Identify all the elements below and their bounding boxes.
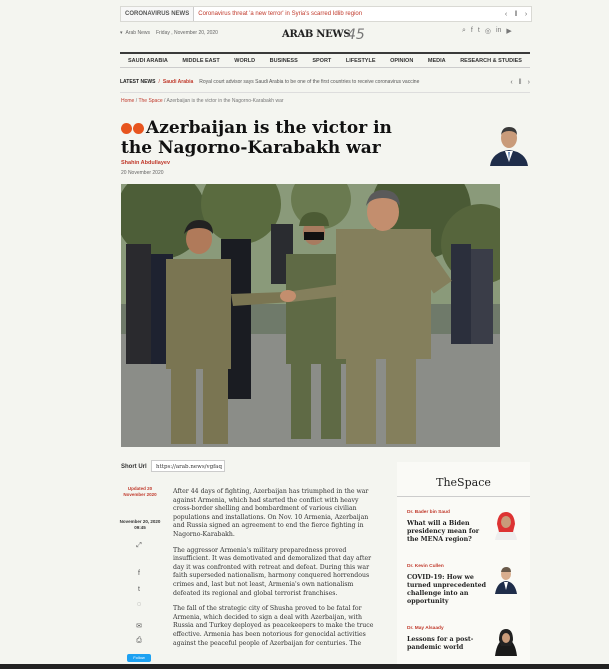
anniversary-logo: 45: [347, 27, 365, 43]
nav-item-media[interactable]: MEDIA: [427, 57, 446, 64]
latest-headline-link[interactable]: Royal court advisor says Saudi Arabia to be one of the first countries to receive coronavirus vaccine: [199, 79, 420, 85]
edition-selector[interactable]: Arab News: [125, 30, 150, 36]
article-paragraph: After 44 days of fighting, Azerbaijan has triumphed in the war against Armenia, which had started the conflict with heavy cross-border shelling and bombardment of various civilian populations and installations. On Nov. 10 Armenia, Azerbaijan and Russia signed an agreement to end the fierce fighting in Nagorno-Karabakh.: [173, 488, 369, 538]
article-body: [173, 488, 377, 655]
font-size-icon[interactable]: ⤢: [136, 542, 142, 549]
ticker-next-icon[interactable]: ›: [524, 10, 528, 18]
the-space-sidebar: [397, 462, 530, 669]
latest-news-bar: [120, 76, 530, 88]
author-avatar: [488, 122, 530, 166]
short-url-field[interactable]: https://arab.news/vgfaq: [151, 460, 225, 472]
linkedin-icon[interactable]: in: [495, 27, 502, 34]
ticker-headline-link[interactable]: Coronavirus threat 'a new terror' in Syria's scarred Idlib region: [198, 11, 363, 17]
edition-chevron-icon[interactable]: ▾: [120, 30, 123, 36]
breadcrumb: Home / The Space / Azerbaijan is the victor in the Nagorno-Karabakh war: [121, 98, 284, 104]
ticker-prev-icon[interactable]: ‹: [504, 10, 508, 18]
nav-item-world[interactable]: WORLD: [234, 57, 256, 64]
opinion-title[interactable]: What will a Biden presidency mean for the MENA region?: [407, 520, 480, 543]
opinion-dot-icon: [133, 123, 144, 134]
latest-next-icon[interactable]: ›: [527, 78, 530, 86]
updated-date: Updated 20 November 2020: [123, 486, 157, 497]
opinion-author[interactable]: Dr. Bader bin Saud: [407, 510, 450, 515]
breadcrumb-home[interactable]: Home: [121, 98, 135, 104]
article-paragraph: The fall of the strategic city of Shusha proved to be fatal for Armenia, which decided to sign a deal with Azerbaijan, with Russia and Turkey deployed as peacekeepers to make the truce effective. Armenia has been notorious for genocidal activities against the peaceful people of Azerbaijan for centuries. The: [173, 605, 374, 647]
youtube-icon[interactable]: ▶: [506, 28, 512, 35]
published-date: November 20, 2020 09:45: [119, 519, 161, 530]
opinion-author[interactable]: Dr. Kevin Cullen: [407, 564, 444, 569]
opinion-title[interactable]: Lessons for a post-pandemic world: [407, 636, 474, 651]
ticker-tag: CORONAVIRUS NEWS: [121, 7, 194, 21]
short-url-label: Short Url: [121, 464, 147, 470]
opinion-title[interactable]: COVID-19: How we turned unprecedented challenge into an opportunity: [407, 574, 487, 605]
nav-item-lifestyle[interactable]: LIFESTYLE: [345, 57, 376, 64]
twitter-follow-button[interactable]: Follow: [127, 654, 151, 662]
search-icon[interactable]: ⌕: [462, 27, 466, 34]
facebook-icon[interactable]: f: [470, 27, 473, 34]
twitter-icon[interactable]: t: [477, 27, 480, 34]
latest-prev-icon[interactable]: ‹: [510, 78, 513, 86]
nav-item-middle-east[interactable]: MIDDLE EAST: [182, 57, 220, 64]
breadcrumb-current: Azerbaijan is the victor in the Nagorno-Karabakh war: [166, 98, 284, 104]
opinion-item[interactable]: [407, 564, 527, 606]
latest-label: LATEST NEWS: [120, 79, 156, 85]
opinion-author-avatar: [493, 510, 519, 540]
slash-divider-icon: /: [158, 79, 160, 85]
window-taskbar: [0, 664, 609, 669]
divider: [397, 496, 530, 497]
latest-pause-icon[interactable]: ‖: [518, 78, 522, 86]
breadcrumb-section[interactable]: The Space: [138, 98, 163, 104]
ticker-pause-icon[interactable]: ‖: [514, 10, 518, 18]
facebook-share-icon[interactable]: f: [138, 570, 140, 577]
instagram-icon[interactable]: ◎: [484, 28, 491, 35]
article-date: 20 November 2020: [121, 170, 164, 176]
article-paragraph: The aggressor Armenia's military preparedness proved insufficient. It was demotivated and demoralized that day after day it was confronted with retreat and defeat. During this war faith superseded nationalism, harmony conquered horrendous crimes and, last but not least, Armenia's own nationalism defeated its regional and global terrorist franchises.: [173, 546, 372, 597]
nav-item-business[interactable]: BUSINESS: [269, 57, 298, 64]
article-author[interactable]: Shahin Abdullayev: [121, 160, 171, 166]
nav-item-opinion[interactable]: OPINION: [390, 57, 414, 64]
whatsapp-share-icon[interactable]: ◌: [136, 601, 142, 608]
article-photo: [121, 184, 500, 447]
divider: [120, 92, 530, 93]
nav-item-saudi-arabia[interactable]: SAUDI ARABIA: [128, 57, 168, 64]
opinion-author[interactable]: Dr. May Alsaady: [407, 626, 444, 631]
breaking-ticker: [120, 6, 532, 22]
print-icon[interactable]: ⎙: [136, 637, 142, 644]
opinion-author-avatar: [493, 626, 519, 656]
article-title: [121, 118, 421, 158]
sidebar-title[interactable]: TheSpace: [436, 476, 491, 489]
nav-item-sport[interactable]: SPORT: [312, 57, 332, 64]
opinion-author-avatar: [493, 564, 519, 594]
main-navigation: [120, 52, 530, 68]
article-title-text: Azerbaijan is the victor in the Nagorno-Karabakh war: [121, 118, 392, 158]
opinion-item[interactable]: [407, 626, 527, 652]
twitter-share-icon[interactable]: t: [138, 586, 140, 593]
email-share-icon[interactable]: ✉: [136, 623, 142, 630]
social-icons: [462, 27, 512, 35]
site-logo[interactable]: ARAB NEWS: [282, 29, 351, 40]
opinion-dot-icon: [121, 123, 132, 134]
latest-source[interactable]: Saudi Arabia: [162, 79, 194, 85]
opinion-item[interactable]: [407, 510, 527, 544]
nav-item-research[interactable]: RESEARCH & STUDIES: [460, 57, 522, 64]
current-date: Friday , November 20, 2020: [155, 30, 218, 36]
